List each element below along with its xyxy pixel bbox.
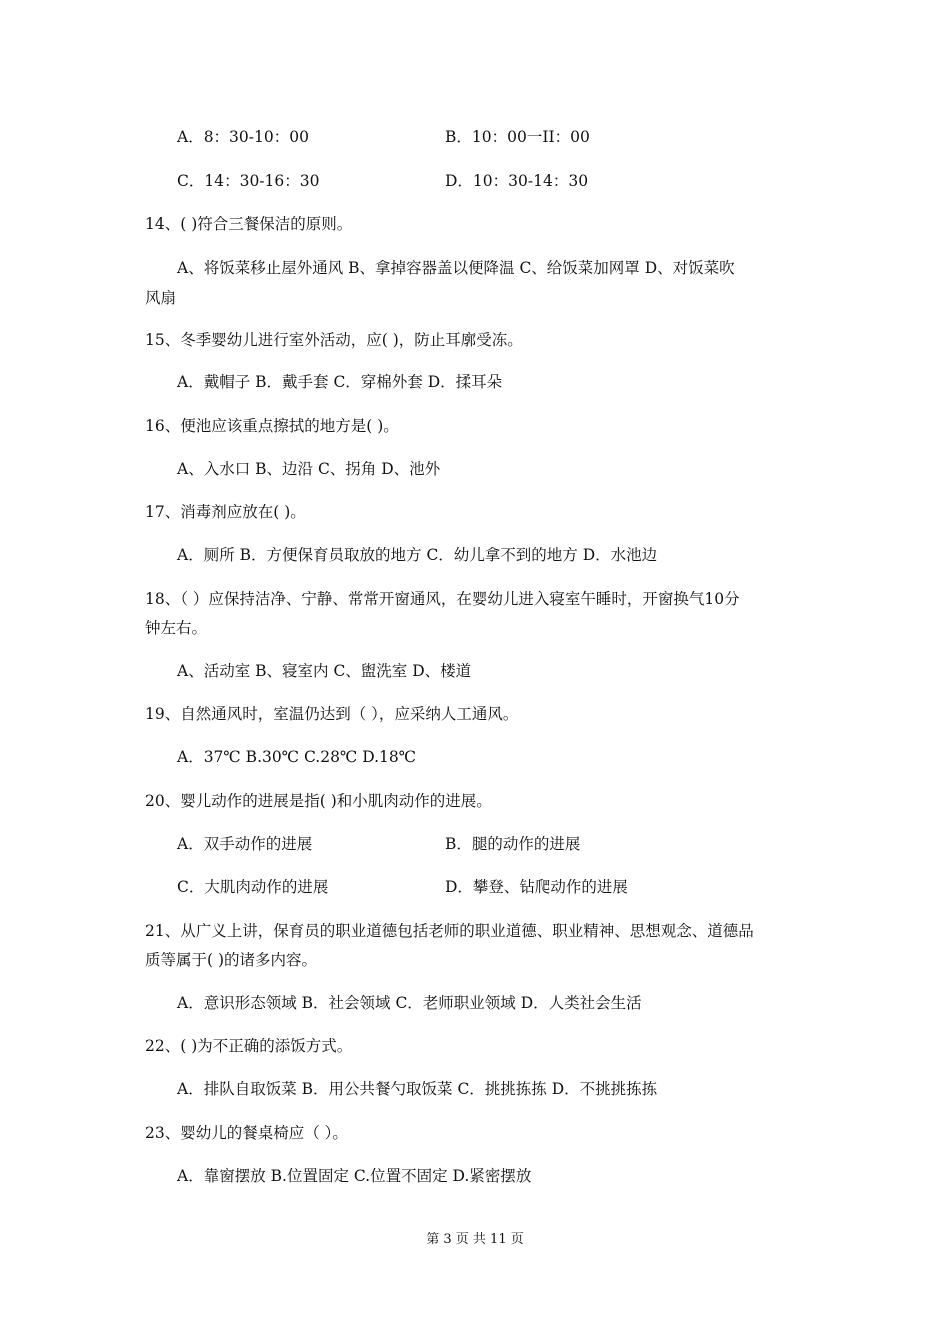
q13-option-a: A．8：30-10：00 <box>177 128 309 146</box>
q16-options: A、入水口 B、边沿 C、拐角 D、池外 <box>177 460 441 478</box>
q18-options: A、活动室 B、寝室内 C、盥洗室 D、楼道 <box>177 662 472 680</box>
q18-stem: 18、（ ）应保持洁净、宁静、常常开窗通风，在婴幼儿进入寝室午睡时，开窗换气10分 <box>145 590 740 608</box>
q14-options: A、将饭菜移止屋外通风 B、拿掉容器盖以便降温 C、给饭菜加网罩 D、对饭菜吹 <box>177 259 735 277</box>
q21-options: A．意识形态领域 B．社会领域 C．老师职业领域 D．人类社会生活 <box>177 994 642 1012</box>
q15-stem: 15、冬季婴幼儿进行室外活动，应( )，防止耳廓受冻。 <box>145 331 523 349</box>
q21-stem-wrap: 质等属于( )的诸多内容。 <box>145 951 318 969</box>
q13-option-c: C．14：30-16：30 <box>177 172 320 190</box>
q23-options: A．靠窗摆放 B.位置固定 C.位置不固定 D.紧密摆放 <box>177 1167 532 1185</box>
page-number-footer: 第 3 页 共 11 页 <box>426 1232 524 1247</box>
q14-stem: 14、( )符合三餐保洁的原则。 <box>145 215 353 233</box>
q20-option-d: D．攀登、钻爬动作的进展 <box>445 878 628 896</box>
q21-stem: 21、从广义上讲，保育员的职业道德包括老师的职业道德、职业精神、思想观念、道德品 <box>145 922 754 940</box>
q22-options: A．排队自取饭菜 B．用公共餐勺取饭菜 C．挑挑拣拣 D．不挑挑拣拣 <box>177 1080 658 1098</box>
q14-options-wrap: 风扇 <box>145 289 177 307</box>
q22-stem: 22、( )为不正确的添饭方式。 <box>145 1037 353 1055</box>
q17-options: A．厕所 B．方便保育员取放的地方 C．幼儿拿不到的地方 D．水池边 <box>177 546 658 564</box>
q20-stem: 20、婴儿动作的进展是指( )和小肌肉动作的进展。 <box>145 792 492 810</box>
q13-option-d: D．10：30-14：30 <box>445 172 589 190</box>
q20-option-a: A．双手动作的进展 <box>177 835 313 853</box>
q23-stem: 23、婴幼儿的餐桌椅应（ ）。 <box>145 1124 348 1142</box>
q17-stem: 17、消毒剂应放在( )。 <box>145 503 306 521</box>
q20-option-b: B．腿的动作的进展 <box>445 835 581 853</box>
q19-options: A．37℃ B.30℃ C.28℃ D.18℃ <box>177 748 417 766</box>
q19-stem: 19、自然通风时，室温仍达到（ ），应采纳人工通风。 <box>145 705 519 723</box>
q13-option-b: B．10：00一II：00 <box>445 128 590 146</box>
q20-option-c: C．大肌肉动作的进展 <box>177 878 329 896</box>
q16-stem: 16、便池应该重点擦拭的地方是( )。 <box>145 417 399 435</box>
q15-options: A．戴帽子 B．戴手套 C．穿棉外套 D．揉耳朵 <box>177 373 503 391</box>
q18-stem-wrap: 钟左右。 <box>145 619 208 637</box>
